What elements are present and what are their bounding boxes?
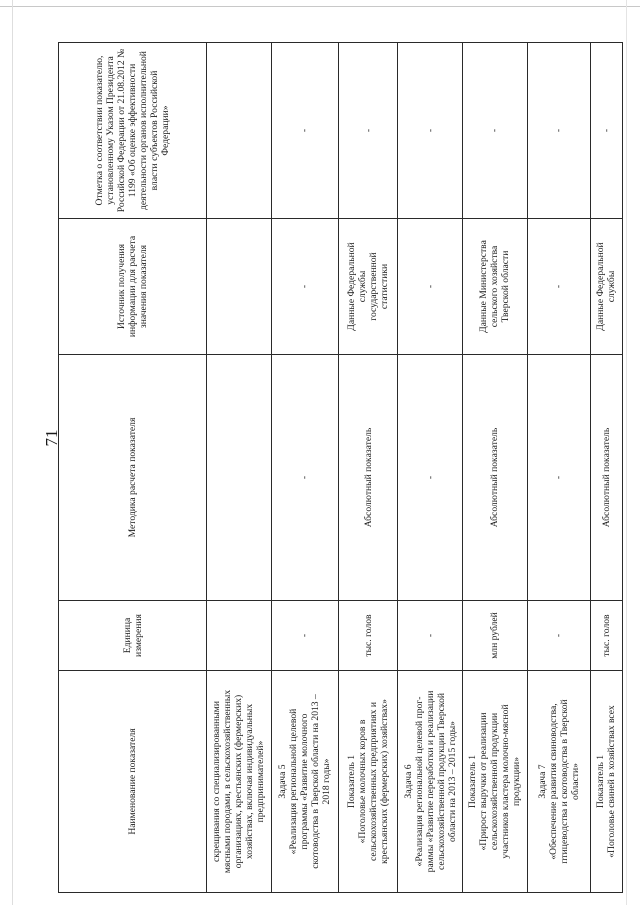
cell-source: -: [398, 219, 463, 355]
table-row: [207, 43, 272, 893]
cell-name: Задача 7 «Обеспечение развития свиноводства, птицеводства и скотоводства в Тверской области»: [527, 671, 590, 893]
header-method: Методика расчета показателя: [59, 355, 207, 601]
cell-name: скрещивания со специализированными мясными породами, в сельскохозяйственных организациях, крестьянских (фермерских) хозяйствах, включая индивидуальных предпринимателей»: [207, 671, 272, 893]
cell-unit: тыс. голов: [590, 601, 622, 671]
cell-name: Задача 5 «Реализация региональной целевой программы «Развитие молочного скотоводства в Тверской области на 2013 – 2018 годы»: [271, 671, 338, 893]
cell-source: -: [271, 219, 338, 355]
cell-mark: -: [527, 43, 590, 219]
cell-unit: тыс. голов: [338, 601, 397, 671]
scan-edge-left: [12, 0, 13, 905]
cell-mark: -: [398, 43, 463, 219]
indicator-table: [58, 42, 623, 893]
scan-edge-right: [626, 0, 627, 905]
cell-source: [207, 219, 272, 355]
cell-mark: -: [463, 43, 528, 219]
cell-name: Показатель 1 «Прирост выручки от реализации сельскохозяйственной продукции участников кластера молочно-мясной продукции»: [463, 671, 528, 893]
table-row: [338, 43, 397, 893]
table-row: [463, 43, 528, 893]
header-decree-mark: Отметка о соответствии показателю, установленному Указом Президента Российской Федерации от 21.08.2012 № 1199 «Об оценке эффективности деятельности органов исполнительной власти субъектов Российской Федерации»: [59, 43, 207, 219]
scan-edge-top: [0, 6, 640, 7]
cell-method: Абсолютный показатель: [590, 355, 622, 601]
cell-method: -: [271, 355, 338, 601]
cell-unit: млн рублей: [463, 601, 528, 671]
cell-unit: -: [398, 601, 463, 671]
cell-method: -: [527, 355, 590, 601]
cell-unit: [207, 601, 272, 671]
cell-mark: -: [338, 43, 397, 219]
table-row: [271, 43, 338, 893]
cell-name: Задача 6 «Реализация региональной целевой прог- раммы «Развитие переработки и реализации сельскохозяйственной продукции Тверской области на 2013 – 2015 годы»: [398, 671, 463, 893]
cell-method: Абсолютный показатель: [463, 355, 528, 601]
cell-source: -: [527, 219, 590, 355]
cell-source: Данные Министерства сельского хозяйства Тверской области: [463, 219, 528, 355]
table-row: [590, 43, 622, 893]
rotated-table-container: [58, 43, 623, 893]
cell-method: [207, 355, 272, 601]
cell-mark: -: [271, 43, 338, 219]
cell-unit: -: [527, 601, 590, 671]
header-indicator-name: Наименование показателя: [59, 671, 207, 893]
cell-mark: [207, 43, 272, 219]
table-header-row: [59, 43, 207, 893]
cell-source: Данные Федеральной службы государственной статистики: [338, 219, 397, 355]
header-unit: Единица измерения: [59, 601, 207, 671]
header-source: Источник получения информации для расчета значения показателя: [59, 219, 207, 355]
cell-name: Показатель 1 «Поголовье свиней в хозяйствах всех: [590, 671, 622, 893]
cell-method: Абсолютный показатель: [338, 355, 397, 601]
cell-source: Данные Федеральной службы: [590, 219, 622, 355]
cell-mark: -: [590, 43, 622, 219]
cell-name: Показатель 1 «Поголовье молочных коров в сельскохозяйственных предприятиях и крестьянских (фермерских) хозяйствах»: [338, 671, 397, 893]
page-number: 71: [42, 429, 61, 447]
table-row: [527, 43, 590, 893]
cell-method: -: [398, 355, 463, 601]
table-row: [398, 43, 463, 893]
cell-unit: -: [271, 601, 338, 671]
